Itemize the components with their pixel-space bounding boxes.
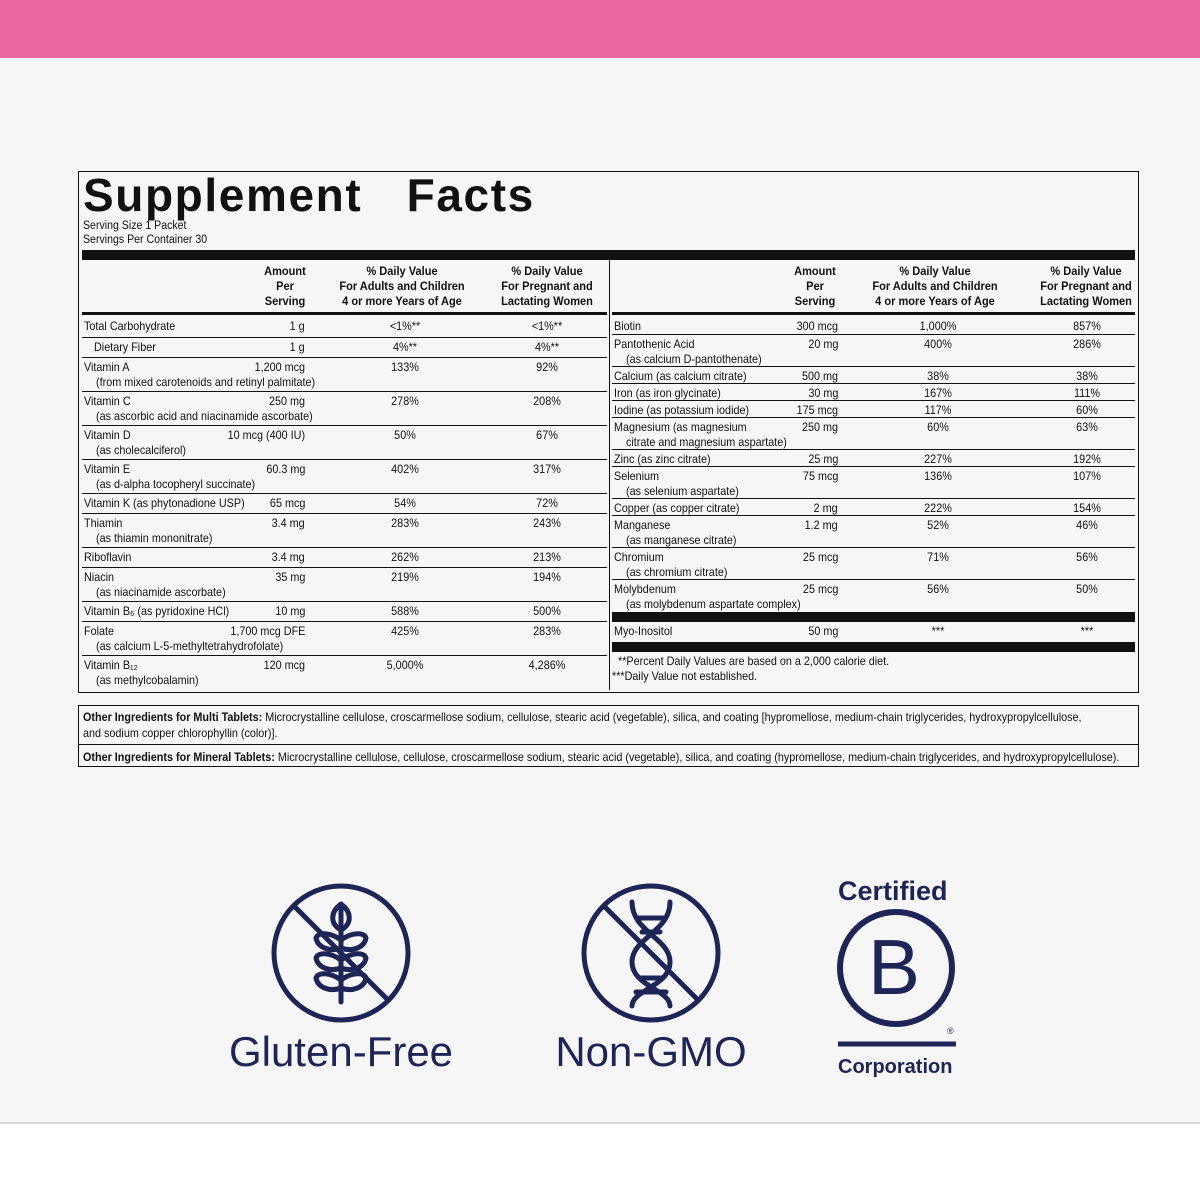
daily-value-pregnant: 243% <box>533 516 561 530</box>
column-divider <box>609 260 610 690</box>
daily-value-pregnant: 38% <box>1076 369 1098 383</box>
right-header-rule <box>612 312 1135 315</box>
left-nutrient-row <box>82 493 607 513</box>
nutrient-amount: 50 mg <box>807 624 838 638</box>
nutrient-name: Folate <box>84 624 115 638</box>
nutrient-name: Dietary Fiber <box>94 340 156 354</box>
nutrient-name: Vitamin C <box>84 394 131 408</box>
nutrient-amount: 25 mcg <box>802 550 838 564</box>
nutrient-source: (from mixed carotenoids and retinyl palmitate) <box>96 375 316 389</box>
daily-value-adults: 227% <box>924 452 952 466</box>
nutrient-name: Vitamin K (as phytonadione USP) <box>84 496 245 510</box>
nutrient-name: Total Carbohydrate <box>84 319 176 333</box>
nutrient-name: Riboflavin <box>84 550 132 564</box>
right-header-line: Lactating Women <box>1040 294 1132 308</box>
left-nutrient-row <box>82 425 607 459</box>
right-header-line: % Daily Value <box>1050 264 1122 278</box>
nutrient-source: (as d-alpha tocopheryl succinate) <box>96 477 256 491</box>
footnote-percent-dv: **Percent Daily Values are based on a 2,000 calorie diet. <box>618 654 890 668</box>
daily-value-adults: 52% <box>927 518 949 532</box>
nutrient-amount: 10 mcg (400 IU) <box>227 428 305 442</box>
daily-value-pregnant: *** <box>1080 624 1094 638</box>
nutrient-name: Chromium <box>614 550 664 564</box>
left-nutrient-row <box>82 547 607 567</box>
daily-value-adults: 425% <box>391 624 419 638</box>
other-ingredients-box <box>78 705 1139 767</box>
nutrient-amount: 250 mg <box>268 394 305 408</box>
left-nutrient-row <box>82 317 607 337</box>
left-nutrient-row <box>82 391 607 425</box>
daily-value-adults: 56% <box>927 582 949 596</box>
dna-crossed-icon <box>580 882 722 1024</box>
daily-value-adults: 50% <box>394 428 416 442</box>
right-nutrient-row <box>612 366 1135 383</box>
bcorp-letter: B <box>868 923 921 1011</box>
supplement-facts-panel <box>78 171 1139 693</box>
nutrient-source: (as ascorbic acid and niacinamide ascorbate) <box>96 409 313 423</box>
daily-value-pregnant: 60% <box>1076 403 1098 417</box>
left-facts-column <box>82 260 607 690</box>
nutrient-name: Copper (as copper citrate) <box>614 501 740 515</box>
daily-value-adults: <1%** <box>389 319 421 333</box>
nutrient-source: (as chromium citrate) <box>626 565 728 579</box>
nutrient-source: (as cholecalciferol) <box>96 443 187 457</box>
right-header-line: Serving <box>794 294 836 308</box>
daily-value-adults: 38% <box>927 369 949 383</box>
servings-per-container: Servings Per Container 30 <box>83 234 208 246</box>
daily-value-adults: 222% <box>924 501 952 515</box>
nutrient-amount: 250 mg <box>801 420 838 434</box>
right-nutrient-row <box>612 417 1135 449</box>
right-header-line: % Daily Value <box>899 264 971 278</box>
bcorp-corporation-text: Corporation <box>838 1056 953 1078</box>
ingredients-divider <box>79 744 1138 745</box>
left-header-line: % Daily Value <box>511 264 583 278</box>
nutrient-name: Biotin <box>614 319 642 333</box>
nutrient-amount: 300 mcg <box>796 319 838 333</box>
multi-ingredients: Other Ingredients for Multi Tablets: Microcrystalline cellulose, croscarmellose sodium, cellulose, stearic acid (vegetable), silica, and coating [hypromellose, medium-chain triglycerides, hydroxypropylcellulose, <box>83 710 1082 724</box>
daily-value-pregnant: 154% <box>1073 501 1101 515</box>
daily-value-adults: 117% <box>924 403 952 417</box>
right-nutrient-row <box>612 334 1135 366</box>
nutrient-name: Iodine (as potassium iodide) <box>614 403 750 417</box>
nutrient-name: Magnesium (as magnesium <box>614 420 747 434</box>
daily-value-pregnant: 72% <box>536 496 558 510</box>
nutrient-amount: 2 mg <box>813 501 838 515</box>
daily-value-adults: 167% <box>924 386 952 400</box>
bcorp-certified-text: Certified <box>838 876 948 906</box>
left-header-line: Per <box>276 279 294 293</box>
daily-value-pregnant: 4%** <box>534 340 560 354</box>
daily-value-adults: 262% <box>391 550 419 564</box>
nutrient-amount: 175 mcg <box>796 403 838 417</box>
nutrient-name: Iron (as iron glycinate) <box>614 386 721 400</box>
daily-value-adults: 278% <box>391 394 419 408</box>
nutrient-amount: 1,700 mcg DFE <box>229 624 305 638</box>
gluten-free-label: Gluten-Free <box>228 1028 454 1075</box>
daily-value-adults: 136% <box>924 469 952 483</box>
nutrient-name: Manganese <box>614 518 671 532</box>
left-header-amount <box>253 264 317 309</box>
daily-value-adults: 5,000% <box>386 658 424 672</box>
left-header-line: Amount <box>264 264 306 278</box>
nutrient-name: Vitamin A <box>84 360 130 374</box>
nutrient-source: (as selenium aspartate) <box>626 484 739 498</box>
myo-top-rule <box>612 612 1135 622</box>
nutrient-source: (as calcium L-5-methyltetrahydrofolate) <box>96 639 284 653</box>
multi-ingredients-cont: and sodium copper chlorophyllin (color)]. <box>83 726 278 740</box>
mineral-ingredients: Other Ingredients for Mineral Tablets: Microcrystalline cellulose, cellulose, croscarmellose sodium, stearic acid (vegetable), silica, and coating (hypromellose, medium-chain triglycerides, and hydroxypropylcellulose). <box>83 750 1120 764</box>
daily-value-pregnant: 92% <box>536 360 558 374</box>
daily-value-adults: 588% <box>391 604 419 618</box>
right-nutrient-row <box>612 466 1135 498</box>
right-nutrient-row <box>612 515 1135 547</box>
right-nutrient-row <box>612 317 1135 334</box>
nutrient-name: Zinc (as zinc citrate) <box>614 452 711 466</box>
serving-size: Serving Size 1 Packet <box>83 220 187 232</box>
right-nutrient-row <box>612 579 1135 611</box>
daily-value-pregnant: 63% <box>1076 420 1098 434</box>
myo-bottom-rule <box>612 642 1135 652</box>
daily-value-adults: 1,000% <box>919 319 957 333</box>
daily-value-adults: 71% <box>927 550 949 564</box>
daily-value-pregnant: 286% <box>1073 337 1101 351</box>
daily-value-adults: 60% <box>927 420 949 434</box>
right-header-amount <box>783 264 847 309</box>
nutrient-amount: 30 mg <box>807 386 838 400</box>
nutrient-source: citrate and magnesium aspartate) <box>626 435 787 449</box>
nutrient-amount: 75 mcg <box>802 469 838 483</box>
header-thick-rule <box>82 250 1135 260</box>
daily-value-adults: 219% <box>391 570 419 584</box>
daily-value-pregnant: 111% <box>1073 386 1101 400</box>
right-header-line: For Pregnant and <box>1040 279 1132 293</box>
right-header-dv-adults <box>861 264 1008 309</box>
daily-value-adults: 54% <box>394 496 416 510</box>
left-header-line: Serving <box>264 294 306 308</box>
nutrient-amount: 1 g <box>289 340 305 354</box>
nutrient-name: Molybdenum <box>614 582 676 596</box>
daily-value-pregnant: <1%** <box>531 319 563 333</box>
left-header-line: For Adults and Children <box>339 279 465 293</box>
nutrient-amount: 1.2 mg <box>804 518 838 532</box>
left-header-dv-adults <box>328 264 475 309</box>
nutrient-name: Vitamin E <box>84 462 131 476</box>
right-nutrient-row <box>612 498 1135 515</box>
daily-value-adults: 133% <box>391 360 419 374</box>
daily-value-adults: *** <box>931 624 945 638</box>
right-nutrient-row <box>612 547 1135 579</box>
daily-value-adults: 400% <box>924 337 952 351</box>
left-header-line: % Daily Value <box>366 264 438 278</box>
left-header-line: 4 or more Years of Age <box>342 294 462 308</box>
daily-value-pregnant: 283% <box>533 624 561 638</box>
right-header-line: Per <box>806 279 824 293</box>
nutrient-name: Vitamin B₆ (as pyridoxine HCl) <box>84 604 230 618</box>
left-nutrient-row <box>82 601 607 621</box>
nutrient-name: Vitamin B₁₂ <box>84 658 138 672</box>
left-nutrient-row <box>82 459 607 493</box>
right-nutrient-row <box>612 383 1135 400</box>
nutrient-amount: 25 mg <box>807 452 838 466</box>
daily-value-pregnant: 46% <box>1076 518 1098 532</box>
nutrient-name: Calcium (as calcium citrate) <box>614 369 747 383</box>
daily-value-pregnant: 213% <box>533 550 561 564</box>
registered-mark: ® <box>947 1026 954 1036</box>
daily-value-pregnant: 67% <box>536 428 558 442</box>
nutrient-source: (as thiamin mononitrate) <box>96 531 213 545</box>
nutrient-amount: 10 mg <box>274 604 305 618</box>
daily-value-pregnant: 56% <box>1076 550 1098 564</box>
nutrient-amount: 35 mg <box>274 570 305 584</box>
nutrient-amount: 3.4 mg <box>271 516 305 530</box>
left-nutrient-row <box>82 655 607 689</box>
myo-inositol-row <box>612 622 1135 642</box>
left-header-line: Lactating Women <box>501 294 593 308</box>
left-nutrient-row <box>82 357 607 391</box>
non-gmo-label: Non-GMO <box>555 1028 747 1075</box>
daily-value-pregnant: 500% <box>533 604 561 618</box>
nutrient-amount: 500 mg <box>801 369 838 383</box>
daily-value-adults: 283% <box>391 516 419 530</box>
daily-value-pregnant: 194% <box>533 570 561 584</box>
left-nutrient-row <box>82 567 607 601</box>
daily-value-pregnant: 50% <box>1076 582 1098 596</box>
nutrient-name: Selenium <box>614 469 660 483</box>
nutrient-name: Pantothenic Acid <box>614 337 695 351</box>
daily-value-pregnant: 4,286% <box>528 658 566 672</box>
nutrient-amount: 3.4 mg <box>271 550 305 564</box>
nutrient-name: Niacin <box>84 570 115 584</box>
right-nutrient-row <box>612 449 1135 466</box>
daily-value-adults: 4%** <box>392 340 418 354</box>
nutrient-source: (as methylcobalamin) <box>96 673 199 687</box>
left-header-line: For Pregnant and <box>501 279 593 293</box>
left-header-rule <box>82 312 607 315</box>
nutrient-source: (as manganese citrate) <box>626 533 737 547</box>
nutrient-name: Thiamin <box>84 516 123 530</box>
footnote-not-established: ***Daily Value not established. <box>612 669 758 683</box>
left-header-dv-pregnant <box>483 264 612 309</box>
right-header-dv-pregnant <box>1022 264 1151 309</box>
daily-value-pregnant: 317% <box>533 462 561 476</box>
right-facts-column <box>612 260 1135 690</box>
nutrient-amount: 1 g <box>289 319 305 333</box>
nutrient-name: Vitamin D <box>84 428 131 442</box>
nutrient-amount: 120 mcg <box>263 658 305 672</box>
nutrient-source: (as calcium D-pantothenate) <box>626 352 762 366</box>
top-accent-bar <box>0 0 1200 58</box>
daily-value-pregnant: 208% <box>533 394 561 408</box>
nutrient-amount: 60.3 mg <box>265 462 305 476</box>
daily-value-adults: 402% <box>391 462 419 476</box>
daily-value-pregnant: 192% <box>1073 452 1101 466</box>
wheat-crossed-icon <box>270 882 412 1024</box>
nutrient-amount: 1,200 mcg <box>254 360 305 374</box>
right-header-line: Amount <box>794 264 836 278</box>
right-header-line: For Adults and Children <box>872 279 998 293</box>
right-nutrient-row <box>612 400 1135 417</box>
daily-value-pregnant: 857% <box>1073 319 1101 333</box>
nutrient-amount: 20 mg <box>807 337 838 351</box>
daily-value-pregnant: 107% <box>1073 469 1101 483</box>
left-nutrient-row <box>82 337 607 357</box>
nutrient-source: (as niacinamide ascorbate) <box>96 585 226 599</box>
nutrient-source: (as molybdenum aspartate complex) <box>626 597 801 611</box>
facts-title: Supplement Facts <box>83 169 535 221</box>
nutrient-amount: 25 mcg <box>802 582 838 596</box>
nutrient-amount: 65 mcg <box>269 496 305 510</box>
right-header-line: 4 or more Years of Age <box>875 294 995 308</box>
left-nutrient-row <box>82 621 607 655</box>
nutrient-name: Myo-Inositol <box>614 624 673 638</box>
left-nutrient-row <box>82 513 607 547</box>
